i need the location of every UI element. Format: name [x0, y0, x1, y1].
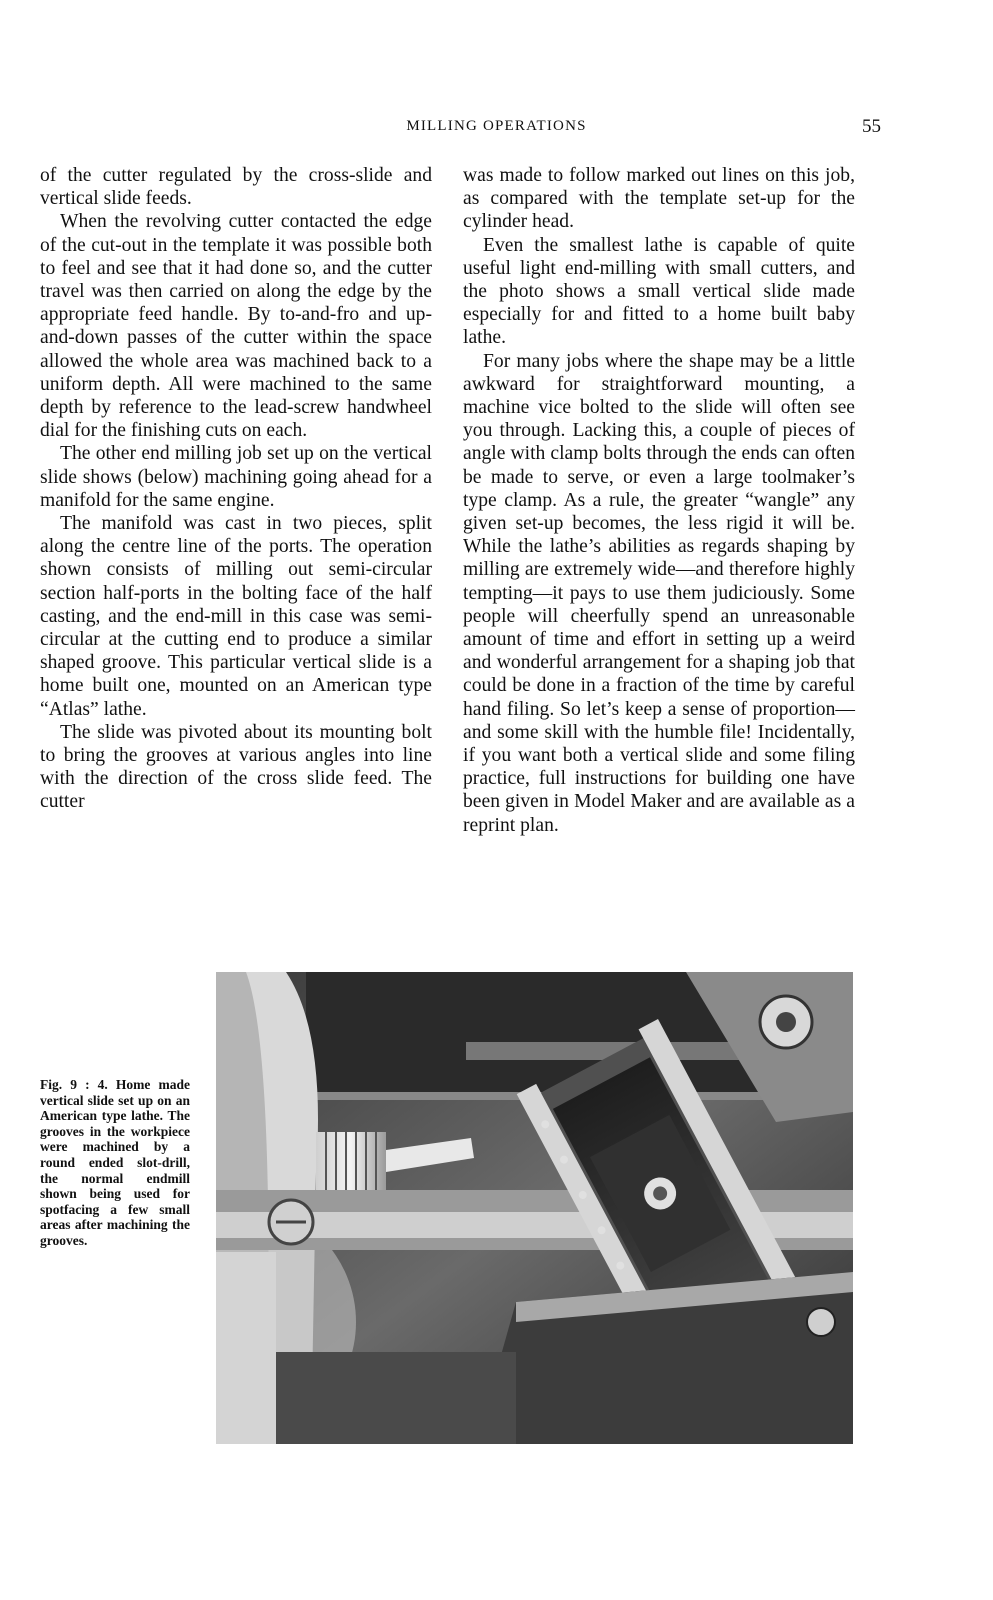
paragraph: Even the smallest lathe is capable of quite useful light end-milling with small cutters, and the photo shows a small vertical slide made especially for and fitted to a home built baby lathe. — [463, 234, 855, 349]
lathe-photo — [216, 972, 853, 1444]
paragraph: The other end milling job set up on the vertical slide shows (below) machining going ahead for a manifold for the same engine. — [40, 443, 432, 511]
paragraph: For many jobs where the shape may be a little awkward for straightforward mounting, a machine vice bolted to the slide will often see you through. Lacking this, a couple of pieces of angle with clamp bolts through the ends can often be made to serve, or even a large toolmaker’s type clamp. As a rule, the greater “wangle” any given set-up becomes, the less rigid it will be. While the lathe’s abilities as regards shaping by milling are extremely wide—and therefore highly tempting—it pays to use them judiciously. Some people will cheerfully spend an unreasonable amount of time and effort in setting up a weird and wonderful arrangement for a shaping job that could be done in a fraction of the time by careful hand filing. So let’s keep a sense of proportion—and some skill with the humble file! Incidentally, if you want both a vertical slide and some filing practice, full instructions for building one have been given in Model Maker and are available as a reprint plan. — [463, 350, 855, 836]
figure-caption: Fig. 9 : 4. Home made vertical slide set up on an American type lathe. The grooves in the workpiece were machined by a round ended slot-drill, the normal endmill shown being used for spotfacing a few small areas after machining the grooves. — [40, 1077, 190, 1248]
left-column — [40, 164, 432, 814]
paragraph: The slide was pivoted about its mounting bolt to bring the grooves at various angles into line with the direction of the cross slide feed. The cutter — [40, 721, 432, 813]
paragraph: The manifold was cast in two pieces, split along the centre line of the ports. The operation shown consists of milling out semi-circular section half-ports in the bolting face of the half casting, and the end-mill in this case was semi-circular at the cutting end to produce a similar shaped groove. This particular vertical slide is a home built one, mounted on an American type “Atlas” lathe. — [40, 513, 432, 720]
right-column — [463, 164, 855, 837]
paragraph: of the cutter regulated by the cross-slide and vertical slide feeds. — [40, 165, 432, 210]
running-title: MILLING OPERATIONS — [406, 118, 587, 134]
page-number: 55 — [862, 116, 881, 137]
paragraph: was made to follow marked out lines on this job, as compared with the template set-up for the cylinder head. — [463, 165, 855, 233]
running-head — [0, 116, 993, 140]
paragraph: When the revolving cutter contacted the edge of the cut-out in the template it was possible both to feel and see that it had done so, and the cutter travel was then carried on along the edge by the appropriate feed handle. By to-and-fro and up-and-down passes of the cutter within the space allowed the whole area was machined back to a uniform depth. All were machined to the same depth by reference to the lead-screw handwheel dial for the finishing cuts on each. — [40, 211, 432, 442]
